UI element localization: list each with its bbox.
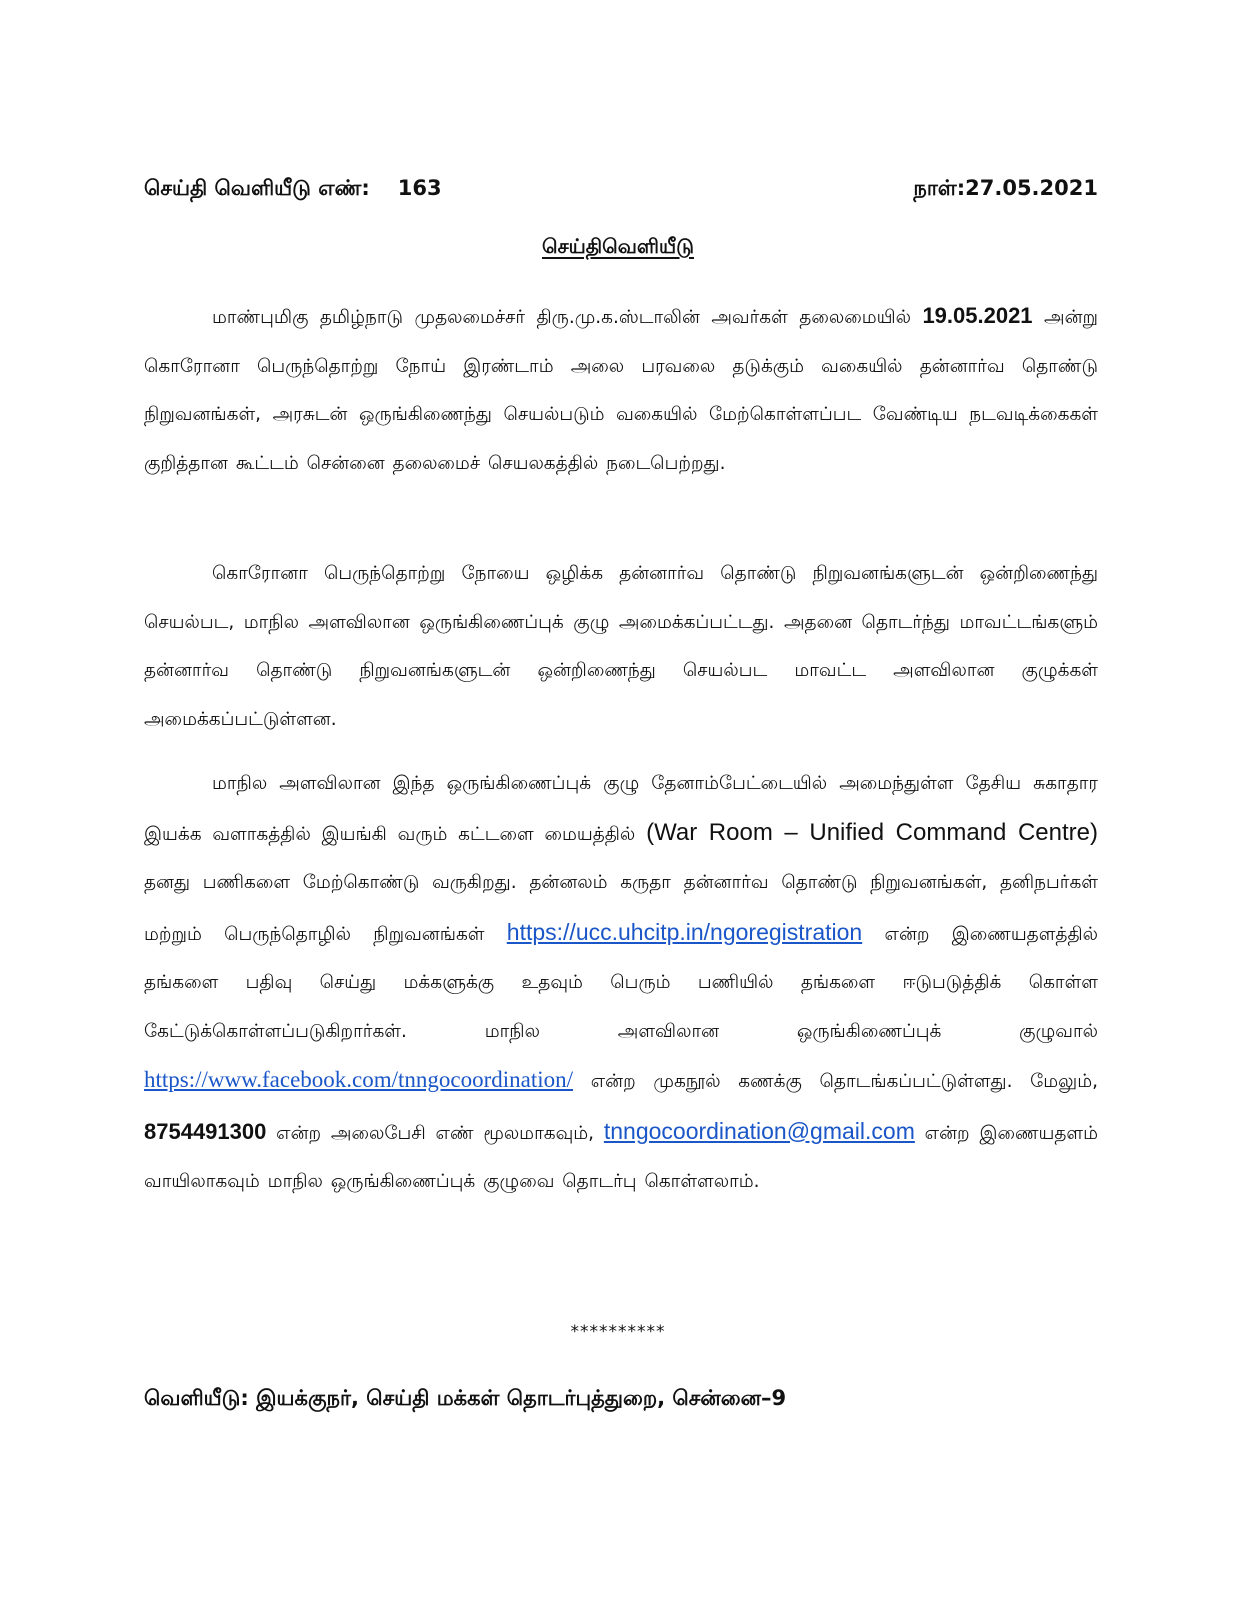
footer-issuer: வெளியீடு: இயக்குநர், செய்தி மக்கள் தொடர்புத்துறை, சென்னை–9 [144,1386,787,1410]
paragraph-2: கொரோனா பெருந்தொற்று நோயை ஒழிக்க தன்னார்வ தொண்டு நிறுவனங்களுடன் ஒன்றிணைந்து செயல்பட, மாநில அளவிலான ஒருங்கிணைப்புக் குழு அமைக்கப்பட்டது. அதனை தொடர்ந்து மாவட்டங்களும் தன்னார்வ தொண்டு நிறுவனங்களுடன் ஒன்றிணைந்து செயல்பட மாவட்ட அளவிலான குழுக்கள் அமைக்கப்பட்டுள்ளன. [144,563,1098,730]
paragraph-3 [144,760,1098,1207]
paragraph-3-text-b: தனது பணிகளை மேற்கொண்டு வருகிறது. தன்னலம் கருதா தன்னார்வ தொண்டு நிறுவனங்கள், தனிநபர்கள் மற்றும் பெருந்தொழில் நிறுவனங்கள் [144,872,1098,945]
email-link[interactable]: tnngocoordination@gmail.com [603,1117,915,1144]
paragraph-3-text-a: மாநில அளவிலான இந்த ஒருங்கிணைப்புக் குழு தேனாம்பேட்டையில் அமைந்துள்ள தேசிய சுகாதார இயக்க வளாகத்தில் இயங்கி வரும் கட்டளை மையத்தில் [144,773,1098,845]
facebook-link[interactable]: https://www.facebook.com/tnngocoordination/ [144,1067,574,1092]
paragraph-1-text-b: அன்று கொரோனா பெருந்தொற்று நோய் இரண்டாம் அலை பரவலை தடுக்கும் வகையில் தன்னார்வ தொண்டு நிறுவனங்கள், அரசுடன் ஒருங்கிணைந்து செயல்படும் வகையில் மேற்கொள்ளப்பட வேண்டிய நடவடிக்கைகள் குறித்தான கூட்டம் சென்னை தலைமைச் செயலகத்தில் நடைபெற்றது. [144,307,1098,474]
paragraph-3-text-f: என்ற இணையதளம் வாயிலாகவும் மாநில ஒருங்கிணைப்புக் குழுவை தொடர்பு கொள்ளலாம். [144,1122,1098,1192]
release-number-label: செய்தி வெளியீடு எண்: [144,176,370,200]
meeting-date: 19.05.2021 [922,303,1033,328]
release-number: 163 [397,176,442,200]
release-number-line [144,176,442,203]
release-date: நாள்:27.05.2021 [913,176,1098,200]
document-heading: செய்திவெளியீடு [542,234,694,258]
phone-number: 8754491300 [144,1118,267,1144]
divider-stars: ********** [570,1322,666,1342]
paragraph-1-text-a: மாண்புமிகு தமிழ்நாடு முதலமைச்சர் திரு.மு.க.ஸ்டாலின் அவர்கள் தலைமையில் [212,307,923,328]
paragraph-1 [144,292,1098,488]
header-row [144,176,1098,212]
paragraph-3-text-e: என்ற அலைபேசி எண் மூலமாகவும், [266,1122,604,1144]
ngo-registration-link[interactable]: https://ucc.uhcitp.in/ngoregistration [506,918,863,945]
war-room-text: (War Room – Unified Command Centre) [646,818,1098,846]
paragraph-3-text-d: என்ற முகநூல் கணக்கு தொடங்கப்பட்டுள்ளது. மேலும், [573,1071,1098,1092]
paragraph-3-text-c: என்ற இணையதளத்தில் தங்களை பதிவு செய்து மக்களுக்கு உதவும் பெரும் பணியில் தங்களை ஈடுபடுத்திக் கொள்ள கேட்டுக்கொள்ளப்படுகிறார்கள். மாநில அளவிலான ஒருங்கிணைப்புக் குழுவால் [144,923,1098,1042]
